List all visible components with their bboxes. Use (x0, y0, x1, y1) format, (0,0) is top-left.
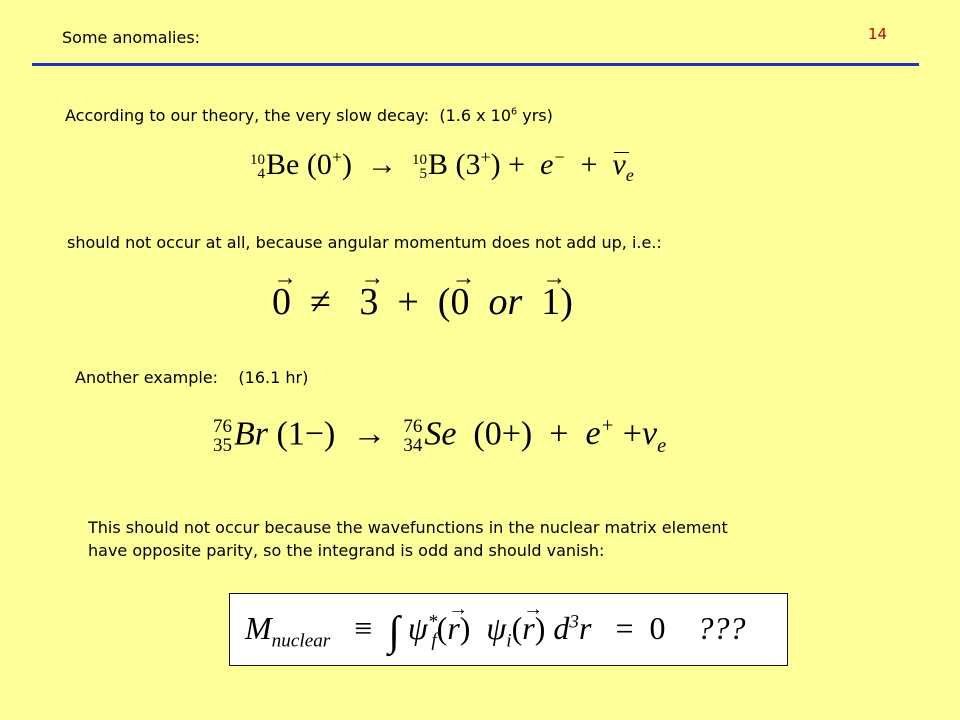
electron: e− (540, 147, 566, 181)
intro-text: According to our theory, the very slow decay: (65, 106, 430, 125)
matrix-element-symbol: $M_{nuclear}$ (245, 610, 331, 652)
se76-symbol: Se (424, 415, 457, 453)
se76-nucleon-numbers: 76 34 (403, 416, 423, 456)
zero: 0 (649, 610, 666, 646)
spin-vector-0: → 0 (272, 280, 291, 324)
parity-line-2: have opposite parity, so the integrand is odd and should vanish: (88, 541, 605, 560)
parity-explanation (88, 516, 908, 562)
r-vector: → r (447, 610, 459, 647)
integral-sign: ∫ (388, 609, 400, 655)
neutrino: $\nu_e$ (641, 415, 667, 458)
positron: e+ (585, 415, 615, 453)
psi-i: $\psi_i$ (486, 610, 512, 652)
be10-nucleon-numbers: 10 4 (250, 151, 265, 183)
half-life-1: (1.6 x $10^6$ yrs) (439, 106, 553, 125)
br76-nucleon-numbers: 76 35 (213, 416, 232, 456)
arrow: → (366, 148, 397, 181)
question-marks: ??? (697, 610, 746, 646)
br76-spin: (1−) (276, 415, 336, 453)
or-word: or (488, 281, 523, 323)
b10-symbol: B (427, 148, 448, 181)
br76-symbol: Br (234, 415, 268, 453)
intro-line (65, 106, 553, 125)
spin-vector-3: → 3 (359, 280, 378, 324)
not-equal: ≠ (310, 281, 331, 323)
r-vector: → r (522, 610, 534, 647)
antineutrino: $\nu_e$ (612, 148, 634, 185)
spin-vector-1: → 1 (541, 280, 560, 324)
slide-title: Some anomalies: (62, 28, 201, 47)
angular-momentum-line: should not occur at all, because angular momentum does not add up, i.e.: (67, 233, 662, 252)
example-label: Another example: (75, 368, 219, 387)
spin-vector-0b: → 0 (450, 280, 469, 324)
matrix-element-equation: $M_{nuclear}$ ≡ ∫ $\psi^*_f(\to r)$ $\psi_i(\to r)$ $d^3r$ = 0 ??? (245, 608, 746, 656)
equiv: ≡ (354, 610, 373, 646)
decay-equation-br76: 76 35 Br (1−) → 76 34 Se $(0+) + e^+ +\nu_e$ (213, 415, 667, 458)
se76-spin: (0+) (473, 415, 533, 453)
half-life-2: (16.1 hr) (238, 368, 309, 387)
equals: = (615, 610, 634, 646)
slide-number: 14 (868, 25, 888, 43)
title-divider (32, 63, 919, 66)
example-line (75, 368, 308, 387)
arrow: → (352, 415, 387, 453)
b10-spin: (3+) (455, 147, 501, 181)
psi-f: $\psi^*_f$ (407, 610, 438, 652)
volume-element: $d^3r$ (553, 610, 592, 646)
parity-line-1: This should not occur because the wavefunctions in the nuclear matrix element (88, 518, 728, 537)
b10-nucleon-numbers: 10 5 (411, 151, 427, 183)
angular-momentum-equation: → 0 ≠ → 3 + (→ 0 or → 1) (272, 280, 573, 324)
be10-spin: (0+) (306, 147, 352, 181)
plus: + (397, 281, 419, 323)
decay-equation-be10: 10 4 Be (0+) → 10 5 B $(3^+) + e^- + \nu_e$ (250, 147, 634, 185)
be10-symbol: Be (266, 148, 300, 181)
